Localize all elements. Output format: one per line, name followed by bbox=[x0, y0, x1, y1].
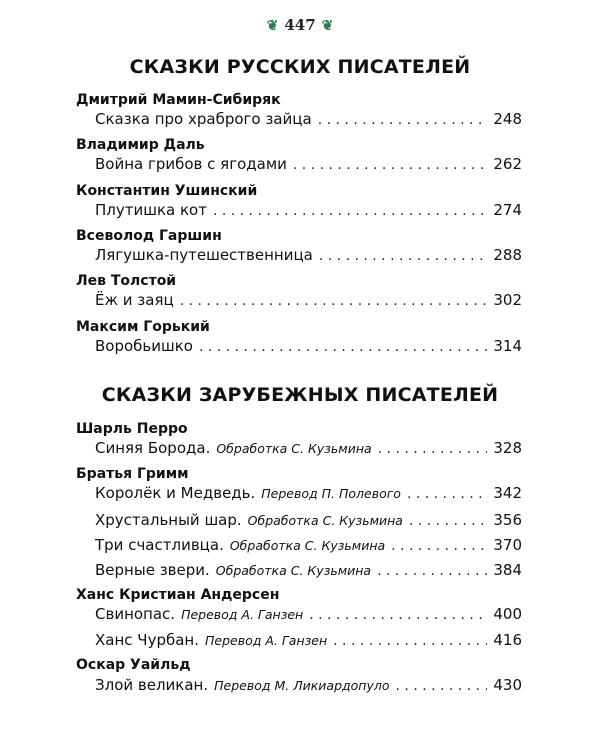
entry-note: Обработка С. Кузьмина bbox=[216, 441, 372, 456]
entry-title: Лягушка-путешественница bbox=[95, 246, 313, 264]
toc-entry[interactable] bbox=[95, 605, 522, 625]
entry-page: 262 bbox=[493, 155, 522, 173]
toc-entry[interactable] bbox=[95, 246, 522, 266]
entry-note: Перевод А. Ганзен bbox=[205, 633, 328, 648]
dot-leader bbox=[293, 157, 487, 173]
dot-leader bbox=[391, 538, 487, 554]
toc-entry[interactable] bbox=[95, 484, 522, 504]
section-title: СКАЗКИ РУССКИХ ПИСАТЕЛЕЙ bbox=[129, 56, 471, 78]
entry-page: 288 bbox=[493, 246, 522, 264]
author-name: Братья Гримм bbox=[76, 466, 189, 482]
entry-page: 302 bbox=[493, 291, 522, 309]
entry-title: Ханс Чурбан. bbox=[95, 631, 199, 649]
leaf-ornament-icon: ❦ bbox=[266, 18, 279, 34]
entry-note: Перевод А. Ганзен bbox=[181, 607, 304, 622]
author-name: Оскар Уайльд bbox=[76, 657, 191, 673]
toc-entry[interactable] bbox=[95, 536, 522, 556]
section-title: СКАЗКИ ЗАРУБЕЖНЫХ ПИСАТЕЛЕЙ bbox=[101, 384, 499, 406]
entry-page: 314 bbox=[493, 337, 522, 355]
author-name: Лев Толстой bbox=[76, 273, 177, 289]
toc-entry[interactable] bbox=[95, 201, 522, 221]
toc-entry[interactable] bbox=[95, 110, 522, 130]
toc-entry[interactable] bbox=[95, 511, 522, 531]
entry-title: Три счастливца. bbox=[95, 536, 224, 554]
entry-note: Обработка С. Кузьмина bbox=[229, 538, 386, 553]
entry-title: Свинопас. bbox=[95, 605, 176, 623]
dot-leader bbox=[333, 633, 487, 649]
dot-leader bbox=[319, 248, 487, 264]
dot-leader bbox=[396, 678, 488, 694]
dot-leader bbox=[407, 486, 487, 502]
entry-page: 328 bbox=[493, 439, 522, 457]
entry-title: Синяя Борода. bbox=[95, 439, 211, 457]
dot-leader bbox=[180, 293, 488, 309]
entry-title: Воробьишко bbox=[95, 337, 193, 355]
author-name: Дмитрий Мамин-Сибиряк bbox=[76, 92, 281, 108]
entry-note: Перевод М. Ликиардопуло bbox=[214, 678, 390, 693]
author-name: Всеволод Гаршин bbox=[76, 228, 222, 244]
dot-leader bbox=[378, 441, 488, 457]
entry-title: Хрустальный шар. bbox=[95, 511, 242, 529]
toc-entry[interactable] bbox=[95, 561, 522, 581]
toc-entry[interactable] bbox=[95, 676, 522, 696]
entry-title: Злой великан. bbox=[95, 676, 209, 694]
entry-page: 248 bbox=[493, 110, 522, 128]
toc-entry[interactable] bbox=[95, 291, 522, 311]
toc-entry[interactable] bbox=[95, 439, 522, 459]
entry-title: Ёж и заяц bbox=[95, 291, 174, 309]
entry-page: 370 bbox=[493, 536, 522, 554]
dot-leader bbox=[409, 513, 487, 529]
entry-page: 430 bbox=[493, 676, 522, 694]
entry-page: 274 bbox=[493, 201, 522, 219]
entry-page: 384 bbox=[493, 561, 522, 579]
entry-title: Сказка про храброго зайца bbox=[95, 110, 312, 128]
leaf-ornament-icon: ❦ bbox=[321, 18, 334, 34]
toc-entry[interactable] bbox=[95, 631, 522, 651]
entry-title: Верные звери. bbox=[95, 561, 210, 579]
entry-page: 416 bbox=[493, 631, 522, 649]
author-name: Константин Ушинский bbox=[76, 183, 258, 199]
entry-page: 356 bbox=[493, 511, 522, 529]
entry-title: Война грибов с ягодами bbox=[95, 155, 287, 173]
dot-leader bbox=[318, 112, 488, 128]
dot-leader bbox=[213, 203, 487, 219]
dot-leader bbox=[199, 339, 487, 355]
author-name: Владимир Даль bbox=[76, 137, 205, 153]
entry-note: Перевод П. Полевого bbox=[261, 486, 401, 501]
dot-leader bbox=[377, 563, 487, 579]
author-name: Шарль Перро bbox=[76, 421, 188, 437]
entry-note: Обработка С. Кузьмина bbox=[247, 513, 403, 528]
entry-title: Плутишка кот bbox=[95, 201, 207, 219]
entry-title: Королёк и Медведь. bbox=[95, 484, 256, 502]
author-name: Максим Горький bbox=[76, 319, 210, 335]
entry-page: 342 bbox=[493, 484, 522, 502]
dot-leader bbox=[309, 607, 487, 623]
entry-page: 400 bbox=[493, 605, 522, 623]
page-number: 447 bbox=[284, 16, 316, 34]
entry-note: Обработка С. Кузьмина bbox=[215, 563, 372, 578]
page-header bbox=[0, 16, 600, 34]
author-name: Ханс Кристиан Андерсен bbox=[76, 587, 280, 603]
toc-entry[interactable] bbox=[95, 155, 522, 175]
toc-entry[interactable] bbox=[95, 337, 522, 357]
